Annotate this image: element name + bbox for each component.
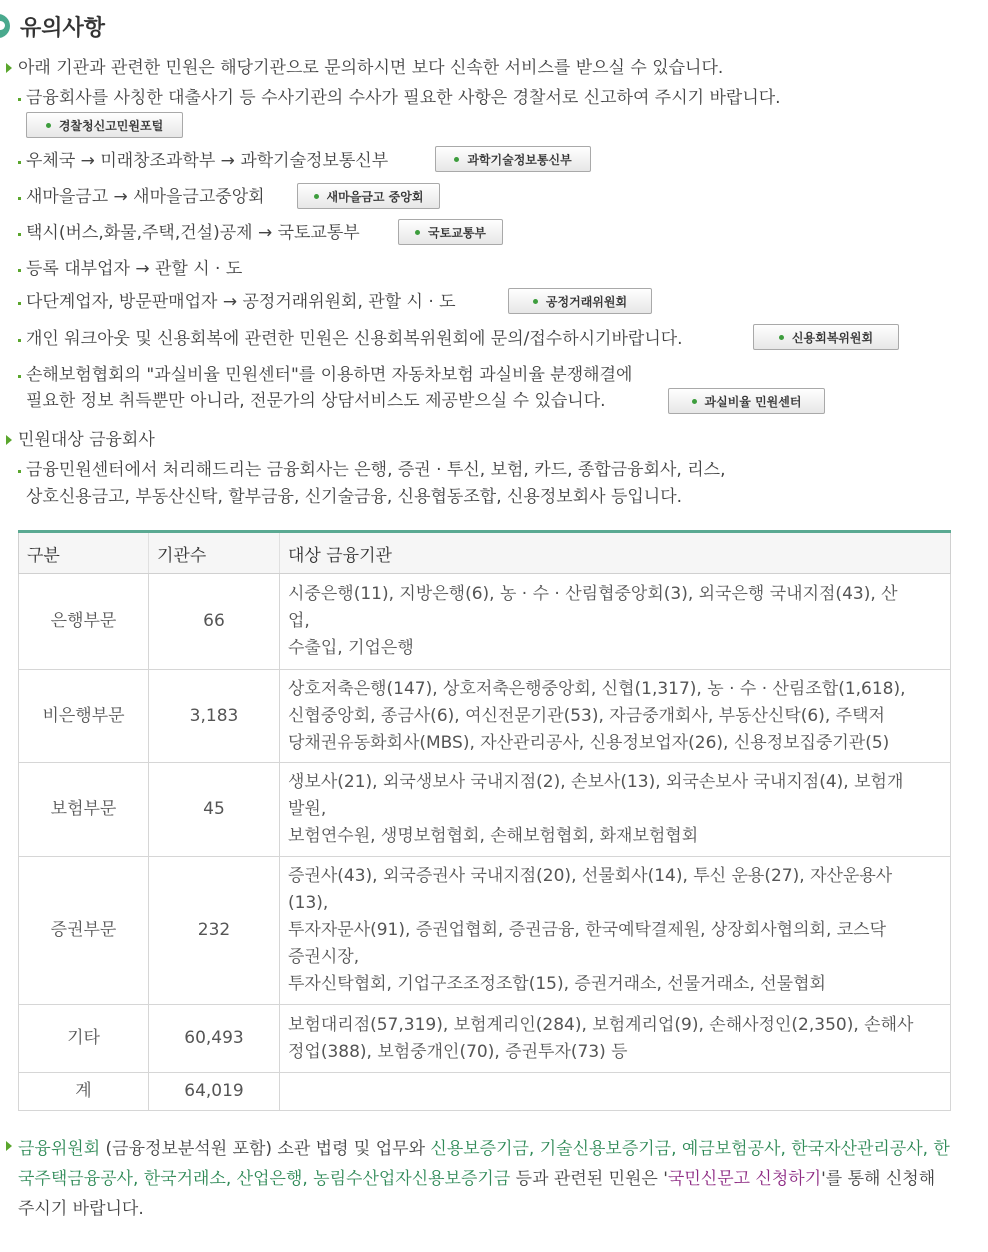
row-line: 투자신탁협회, 기업구조조정조합(15), 증권거래소, 선물거래소, 선물협회 [288, 974, 826, 994]
targets-line1: 금융민원센터에서 처리해드리는 금융회사는 은행, 증권 · 투신, 보험, 카드, 종합금융회사, 리스, [26, 460, 726, 480]
dot-icon [692, 399, 697, 404]
item-taxi-text: 택시(버스,화물,주택,건설)공제 → 국토교통부 [26, 223, 360, 243]
circle-bullet-icon [0, 14, 10, 38]
dot-icon [454, 157, 459, 162]
item-negligence-line1: 손해보험협회의 "과실비율 민원센터"를 이용하면 자동차보험 과실비율 분쟁해결에 [26, 365, 633, 385]
table-row [19, 857, 951, 1005]
row-institutions [280, 1005, 951, 1073]
msit-button[interactable] [435, 146, 591, 172]
footer-text: 등과 관련된 민원은 ' [510, 1169, 668, 1189]
row-line: 투자자문사(91), 증권업협회, 증권금융, 한국예탁결제원, 상장회사협의회, 코스닥 [288, 920, 887, 940]
dot-icon [46, 123, 51, 128]
row-category: 은행부문 [19, 574, 149, 670]
row-line: 보험대리점(57,319), 보험계리인(284), 보험계리업(9), 손해사정인(2,350), 손해사 [288, 1014, 914, 1035]
section-title: 유의사항 [20, 16, 106, 41]
row-count: 232 [149, 857, 280, 1005]
row-count: 3,183 [149, 670, 280, 763]
negligence-center-button[interactable] [668, 388, 825, 414]
dot-icon [415, 230, 420, 235]
row-line: 업, [288, 611, 310, 631]
dot-icon [779, 335, 784, 340]
row-institutions [280, 574, 951, 670]
table-header-row [19, 532, 951, 574]
row-line: 당채권유동화회사(MBS), 자산관리공사, 신용정보업자(26), 신용정보집중기관(5) [288, 732, 890, 753]
item-lender-text: 등록 대부업자 → 관할 시 · 도 [26, 259, 243, 279]
dash-bullet-icon [18, 470, 21, 473]
dash-bullet-icon [18, 339, 21, 342]
police-portal-button[interactable] [26, 112, 183, 138]
row-line: 상호저축은행(147), 상호저축은행중앙회, 신협(1,317), 농 · 수 · 산림조합(1,618), [288, 678, 906, 699]
police-portal-button-label: 경찰청신고민원포털 [58, 118, 164, 133]
row-line: (13), [288, 893, 329, 913]
row-institutions [280, 857, 951, 1005]
saemaul-central-button[interactable] [297, 183, 440, 209]
row-category: 증권부문 [19, 857, 149, 1005]
molit-button[interactable] [398, 219, 503, 245]
dash-bullet-icon [18, 197, 21, 200]
negligence-center-button-label: 과실비율 민원센터 [704, 394, 802, 409]
msit-button-label: 과학기술정보통신부 [467, 152, 572, 167]
agencies-link[interactable]: 신용보증기금, 기술신용보증기금, 예금보험공사, 한국자산관리공사, 한국주택금융공사, 한국거래소, 산업은행, 농림수산업자신용보증기금 [18, 1139, 950, 1189]
row-line: 증권시장, [288, 947, 360, 967]
row-category: 보험부문 [19, 763, 149, 857]
footer-text: (금융정보분석원 포함) 소관 법령 및 업무와 [100, 1139, 431, 1159]
item-multilevel-text: 다단계업자, 방문판매업자 → 공정거래위원회, 관할 시 · 도 [26, 292, 456, 312]
row-line: 증권사(43), 외국증권사 국내지점(20), 선물회사(14), 투신 운용(27), 자산운용사 [288, 866, 893, 886]
row-count: 45 [149, 763, 280, 857]
row-count: 66 [149, 574, 280, 670]
row-institutions [280, 670, 951, 763]
fsc-link[interactable]: 금융위원회 [18, 1139, 101, 1159]
item-credit-text: 개인 워크아웃 및 신용회복에 관련한 민원은 신용회복위원회에 문의/접수하시기바랍니다. [26, 329, 683, 349]
row-institutions [280, 1073, 951, 1111]
item-police-text: 금융회사를 사칭한 대출사기 등 수사기관의 수사가 필요한 사항은 경찰서로 신고하여 주시기 바랍니다. [26, 88, 781, 108]
row-line: 신협중앙회, 종금사(6), 여신전문기관(53), 자금중개회사, 부동산신탁(6), 주택저 [288, 705, 885, 726]
row-count: 60,493 [149, 1005, 280, 1073]
credit-recovery-button[interactable] [753, 324, 899, 350]
epeople-link[interactable]: 국민신문고 신청하기 [667, 1169, 822, 1189]
row-line: 정업(388), 보험중개인(70), 증권투자(73) 등 [288, 1041, 628, 1062]
row-line: 시중은행(11), 지방은행(6), 농 · 수 · 산림협중앙회(3), 외국은행 국내지점(43), 산 [288, 584, 898, 604]
col-header-count: 기관수 [149, 532, 280, 574]
row-category: 기타 [19, 1005, 149, 1073]
triangle-bullet-icon [6, 63, 12, 73]
targets-line2: 상호신용금고, 부동산신탁, 할부금융, 신기술금융, 신용협동조합, 신용정보회사 등입니다. [26, 487, 683, 507]
table-row [19, 1005, 951, 1073]
row-category: 비은행부문 [19, 670, 149, 763]
dash-bullet-icon [18, 269, 21, 272]
dot-icon [314, 194, 319, 199]
item-negligence-line2: 필요한 정보 취득뿐만 아니라, 전문가의 상담서비스도 제공받으실 수 있습니다. [26, 391, 606, 411]
dot-icon [533, 299, 538, 304]
row-line: 수출입, 기업은행 [288, 638, 414, 658]
dash-bullet-icon [18, 302, 21, 305]
table-row [19, 670, 951, 763]
row-line: 발원, [288, 799, 327, 819]
dash-bullet-icon [18, 98, 21, 101]
triangle-bullet-icon [6, 1141, 12, 1151]
table-row [19, 1073, 951, 1111]
col-header-category: 구분 [19, 532, 149, 574]
footer-note [18, 1134, 953, 1224]
table-row [19, 763, 951, 857]
item-saemaul-text: 새마을금고 → 새마을금고중앙회 [26, 187, 265, 207]
molit-button-label: 국토교통부 [428, 225, 486, 240]
row-count: 64,019 [149, 1073, 280, 1111]
dash-bullet-icon [18, 233, 21, 236]
item-post-text: 우체국 → 미래창조과학부 → 과학기술정보통신부 [26, 151, 389, 171]
ftc-button-label: 공정거래위원회 [545, 294, 628, 309]
saemaul-central-button-label: 새마을금고 중앙회 [326, 189, 424, 204]
table-row [19, 574, 951, 670]
dash-bullet-icon [18, 375, 21, 378]
intro-text: 아래 기관과 관련한 민원은 해당기관으로 문의하시면 보다 신속한 서비스를 받으실 수 있습니다. [18, 58, 724, 78]
targets-heading: 민원대상 금융회사 [18, 430, 155, 450]
row-institutions [280, 763, 951, 857]
credit-recovery-button-label: 신용회복위원회 [791, 330, 874, 345]
triangle-bullet-icon [6, 435, 12, 445]
footer-text: '를 통해 신청해 주시기 바랍니다. [18, 1169, 936, 1219]
row-line: 생보사(21), 외국생보사 국내지점(2), 손보사(13), 외국손보사 국내지점(4), 보험개 [288, 772, 904, 792]
dash-bullet-icon [18, 161, 21, 164]
row-line: 보험연수원, 생명보험협회, 손해보험협회, 화재보험협회 [288, 826, 699, 846]
ftc-button[interactable] [508, 288, 652, 314]
institution-table [18, 530, 951, 1111]
row-category: 계 [19, 1073, 149, 1111]
col-header-institutions: 대상 금융기관 [280, 532, 951, 574]
